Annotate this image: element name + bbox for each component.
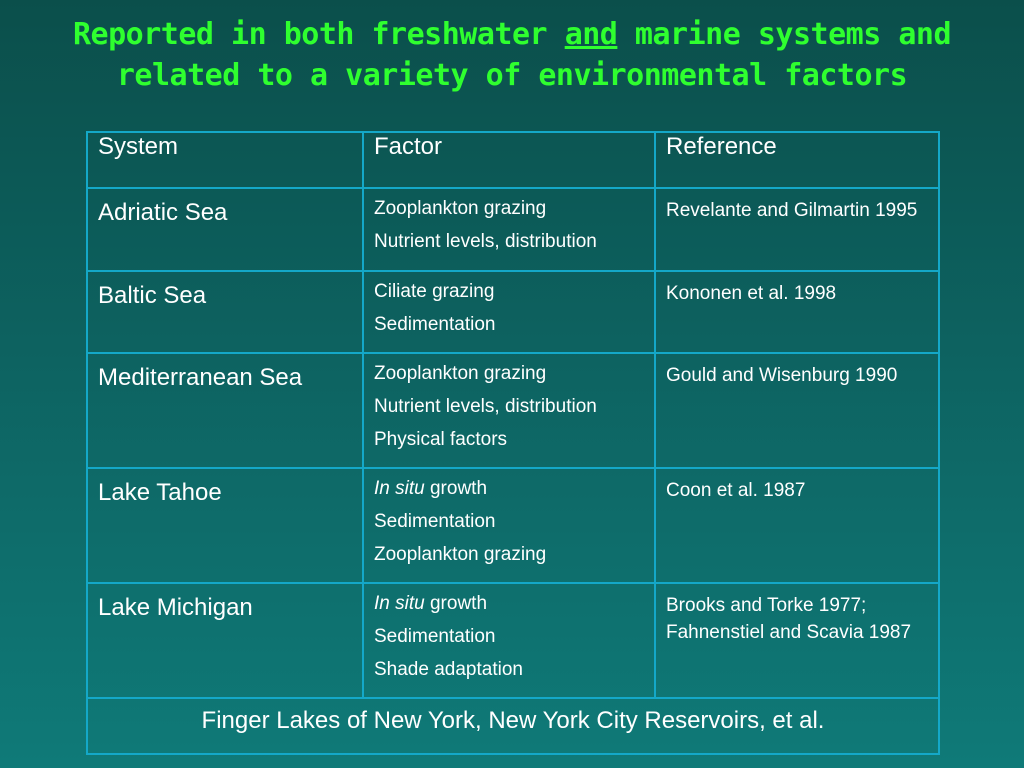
header-reference: Reference: [655, 132, 939, 188]
factor-item: Zooplankton grazing: [374, 198, 547, 219]
factor-item: [374, 587, 644, 620]
header-system: System: [87, 132, 363, 188]
reference-cell: Revelante and Gilmartin 1995: [655, 188, 939, 271]
table-row: [87, 271, 939, 353]
table-row: [87, 188, 939, 271]
system-cell: Lake Tahoe: [87, 468, 363, 583]
reference-cell: Kononen et al. 1998: [655, 271, 939, 353]
factor-item: Nutrient levels, distribution: [374, 231, 597, 252]
reference-cell: Gould and Wisenburg 1990: [655, 353, 939, 468]
factor-italic: In situ: [374, 593, 425, 614]
system-cell: Adriatic Sea: [87, 188, 363, 271]
factor-item: Zooplankton grazing: [374, 544, 547, 565]
factor-item: Nutrient levels, distribution: [374, 396, 597, 417]
factor-item: Shade adaptation: [374, 659, 523, 680]
table-row: [87, 468, 939, 583]
factor-cell: [363, 271, 655, 353]
system-cell: Lake Michigan: [87, 583, 363, 698]
factor-italic: In situ: [374, 478, 425, 499]
title-line-2: related to a variety of environmental factors: [116, 58, 908, 93]
factor-text: growth: [424, 478, 488, 499]
factor-item: Sedimentation: [374, 314, 496, 335]
title-line-1: [0, 14, 1024, 55]
table-row: [87, 583, 939, 698]
table-footer-row: [87, 698, 939, 754]
factor-cell: [363, 583, 655, 698]
factor-item: Zooplankton grazing: [374, 363, 547, 384]
table-row: [87, 353, 939, 468]
title-text-post: marine systems and: [617, 17, 952, 52]
factor-item: [374, 472, 644, 505]
reference-cell: Brooks and Torke 1977; Fahnenstiel and Scavia 1987: [655, 583, 939, 698]
factor-item: Sedimentation: [374, 511, 496, 532]
factor-cell: [363, 188, 655, 271]
system-cell: Mediterranean Sea: [87, 353, 363, 468]
reference-cell: Coon et al. 1987: [655, 468, 939, 583]
table-header-row: [87, 132, 939, 188]
factor-item: Physical factors: [374, 429, 508, 450]
systems-table: [86, 131, 940, 755]
title-text-underlined: and: [564, 17, 618, 52]
slide-title: [0, 14, 1024, 96]
title-text-pre: Reported in both freshwater: [72, 17, 565, 52]
factor-cell: [363, 468, 655, 583]
system-cell: Baltic Sea: [87, 271, 363, 353]
factor-text: growth: [424, 593, 488, 614]
footer-cell: Finger Lakes of New York, New York City Reservoirs, et al.: [87, 698, 939, 754]
factor-cell: [363, 353, 655, 468]
factor-item: Sedimentation: [374, 626, 496, 647]
header-factor: Factor: [363, 132, 655, 188]
factor-item: Ciliate grazing: [374, 281, 495, 302]
